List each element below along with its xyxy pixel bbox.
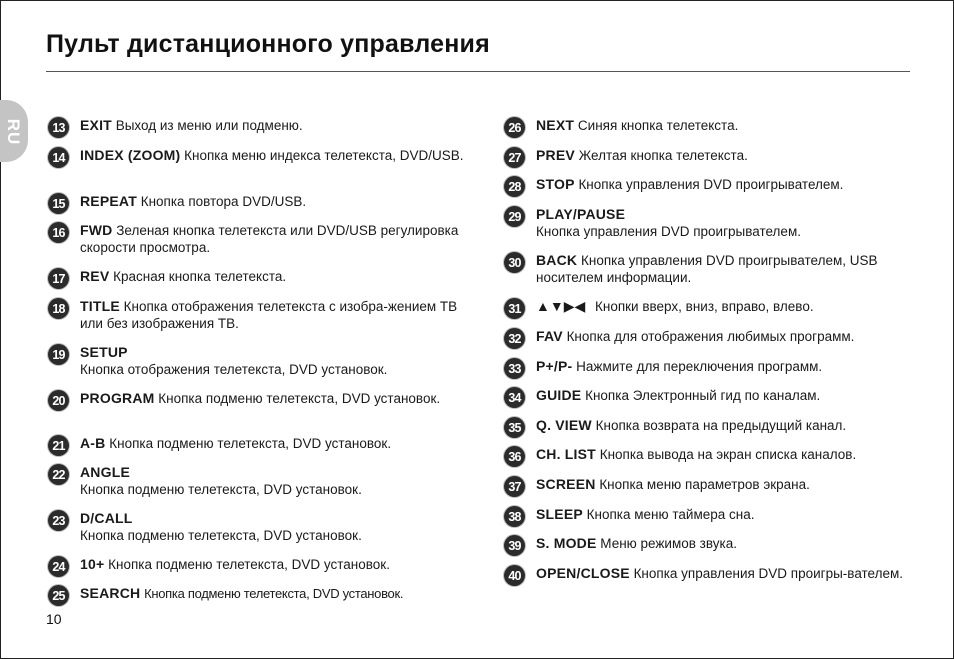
title-divider [46,71,910,72]
key-description: Кнопка управления DVD проигрывателем. [536,224,801,239]
key-name: Q. VIEW [536,417,592,433]
key-name: INDEX (ZOOM) [80,147,181,163]
key-name: TITLE [80,298,120,314]
item-number-badge: 27 [504,147,525,168]
item-number-badge: 21 [48,435,69,456]
item-number-badge: 35 [504,417,525,438]
key-description: Кнопка для отображения любимых программ. [566,329,855,344]
key-description: Кнопка подменю телетекста, DVD установок. [109,436,392,451]
item-number-badge: 36 [504,446,525,467]
item-number-badge: 26 [504,117,525,138]
item-number-badge: 25 [48,585,69,606]
key-description: Кнопка вывода на экран списка каналов. [599,447,857,462]
item-number-badge: 29 [504,206,525,227]
item-number-badge: 17 [48,268,69,289]
key-description: Кнопка управления DVD проигры-вателем. [633,566,904,581]
item-number-badge: 19 [48,344,69,365]
key-description: Кнопка отображения телетекста, DVD установок. [80,362,388,377]
item-number-badge: 31 [504,298,525,319]
key-description: Зеленая кнопка телетекста или DVD/USB регулировка скорости просмотра. [80,223,459,255]
item-number-badge: 28 [504,176,525,197]
key-name: P+/P- [536,358,573,374]
item-number-badge: 39 [504,535,525,556]
key-description: Кнопка возврата на предыдущий канал. [595,418,847,433]
key-name: BACK [536,252,578,268]
item-number-badge: 38 [504,506,525,527]
key-name: EXIT [80,117,112,133]
key-description: Выход из меню или подменю. [115,118,303,133]
key-name: CH. LIST [536,446,596,462]
key-description: Кнопка Электронный гид по каналам. [585,388,821,403]
key-name: 10+ [80,556,105,572]
item-number-badge: 40 [504,565,525,586]
item-number-badge: 14 [48,147,69,168]
key-description: Кнопка подменю телетекста, DVD установок. [80,482,362,497]
item-number-badge: 33 [504,358,525,379]
key-name: GUIDE [536,387,582,403]
page-title: Пульт дистанционного управления [46,30,490,58]
key-name: PLAY/PAUSE [536,206,626,222]
key-name: NEXT [536,117,575,133]
item-number-badge: 15 [48,193,69,214]
key-name: REPEAT [80,193,137,209]
item-number-badge: 34 [504,387,525,408]
key-description: Кнопка меню параметров экрана. [599,477,810,492]
item-number-badge: 22 [48,464,69,485]
key-name: A-B [80,435,106,451]
item-number-badge: 32 [504,328,525,349]
key-description: Кнопка подменю телетекста, DVD установок. [108,557,390,572]
key-description: Кнопка меню индекса телетекста, DVD/USB. [184,148,464,163]
key-name: SCREEN [536,476,596,492]
item-number-badge: 18 [48,298,69,319]
item-number-badge: 37 [504,476,525,497]
key-name: PROGRAM [80,390,155,406]
key-description: Нажмите для переключения программ. [576,359,823,374]
key-name: SLEEP [536,506,583,522]
key-name: REV [80,268,110,284]
item-number-badge: 24 [48,556,69,577]
key-description: Меню режимов звука. [600,536,737,551]
key-description: Кнопка управления DVD проигрывателем, USB носителем информации. [536,253,878,285]
key-description: Кнопка подменю телетекста, DVD установок. [80,528,362,543]
page-number: 10 [46,611,62,627]
key-description: Красная кнопка телетекста. [113,269,287,284]
key-description: Синяя кнопка телетекста. [577,118,739,133]
key-description: Кнопка управления DVD проигрывателем. [578,177,844,192]
key-name: FWD [80,222,113,238]
key-name: FAV [536,328,563,344]
key-description: Кнопка подменю телетекста, DVD установок. [158,391,441,406]
key-name: OPEN/CLOSE [536,565,630,581]
item-number-badge: 16 [48,222,69,243]
item-number-badge: 20 [48,390,69,411]
key-name: PREV [536,147,575,163]
arrow-keys-icon: ▲▼▶◀ [536,298,586,314]
key-name: STOP [536,176,575,192]
key-description: Кнопки вверх, вниз, вправо, влево. [595,299,814,314]
key-description: Кнопка меню таймера сна. [586,507,755,522]
key-name: SETUP [80,344,128,360]
key-description: Желтая кнопка телетекста. [578,148,748,163]
key-description: Кнопка отображения телетекста с изобра-жением ТВ или без изображения ТВ. [80,299,458,331]
key-name: S. MODE [536,535,597,551]
item-number-badge: 30 [504,252,525,273]
key-name: ANGLE [80,464,130,480]
key-name: D/CALL [80,510,133,526]
key-name: SEARCH [80,585,141,601]
item-number-badge: 13 [48,117,69,138]
key-description: Кнопка повтора DVD/USB. [140,194,307,209]
key-description: Кнопка подменю телетекста, DVD установок. [144,586,404,601]
language-tab-label: RU [4,118,23,146]
item-number-badge: 23 [48,510,69,531]
